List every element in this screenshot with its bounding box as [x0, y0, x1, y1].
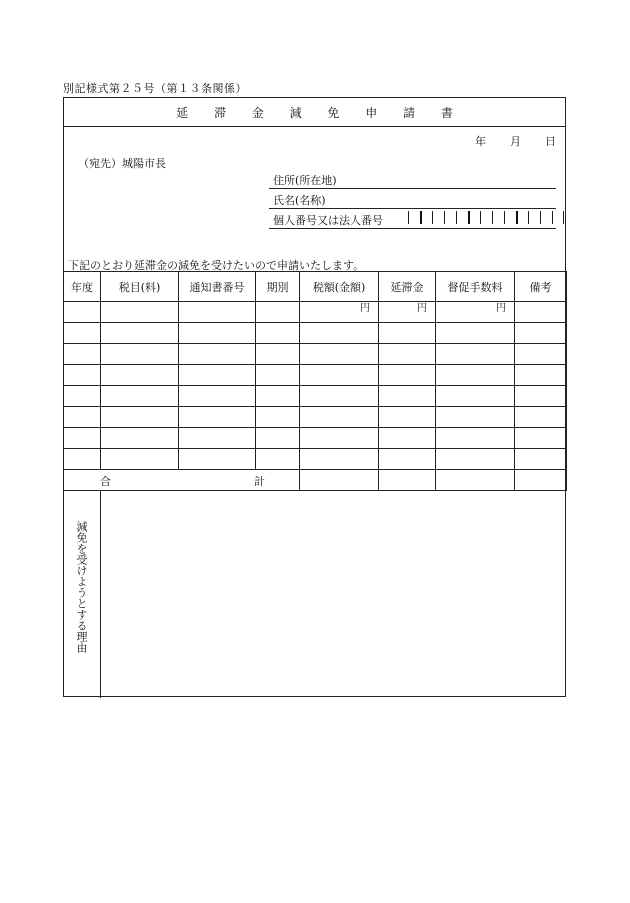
address-label: 住所(所在地) [273, 174, 337, 187]
table-cell[interactable] [300, 386, 379, 407]
id-digit-box[interactable] [528, 211, 540, 224]
name-label: 氏名(名称) [273, 194, 326, 207]
total-row [64, 470, 567, 491]
table-cell[interactable] [515, 302, 567, 323]
id-digit-box[interactable] [444, 211, 456, 224]
reason-section [64, 490, 565, 698]
table-cell[interactable] [179, 302, 256, 323]
total-label-cell [64, 470, 300, 491]
table-row [64, 386, 567, 407]
tax-amount-unit[interactable]: 円 [300, 302, 379, 323]
id-number-label: 個人番号又は法人番号 [273, 214, 383, 227]
form-number-caption: 別記様式第２５号（第１３条関係） [63, 82, 247, 95]
total-reminder-fee-cell[interactable] [436, 470, 515, 491]
id-digit-box[interactable] [516, 211, 528, 224]
id-digit-box[interactable] [492, 211, 504, 224]
penalty-table [63, 271, 567, 491]
table-cell[interactable] [515, 386, 567, 407]
table-cell[interactable] [256, 449, 300, 470]
reason-label-cell [64, 491, 101, 698]
late-fee-unit[interactable]: 円 [379, 302, 436, 323]
id-digit-box[interactable] [540, 211, 552, 224]
id-digit-box[interactable] [552, 211, 564, 224]
table-cell[interactable] [436, 386, 515, 407]
table-cell[interactable] [64, 386, 101, 407]
table-cell[interactable] [515, 323, 567, 344]
table-cell[interactable] [515, 428, 567, 449]
table-cell[interactable] [300, 344, 379, 365]
table-cell[interactable] [300, 323, 379, 344]
table-cell[interactable] [379, 428, 436, 449]
col-header-notice-number: 通知書番号 [179, 272, 256, 302]
reason-label: 減免を受けようとする理由 [75, 521, 88, 653]
table-cell[interactable] [300, 407, 379, 428]
table-row [64, 365, 567, 386]
table-cell[interactable] [256, 365, 300, 386]
table-cell[interactable] [436, 323, 515, 344]
table-row [64, 323, 567, 344]
table-cell[interactable] [436, 365, 515, 386]
id-number-boxes[interactable] [408, 211, 564, 226]
table-cell[interactable] [64, 302, 101, 323]
col-header-tax-type: 税目(料) [101, 272, 179, 302]
date-day-label: 日 [545, 135, 556, 148]
table-cell[interactable] [515, 365, 567, 386]
col-header-year: 年度 [64, 272, 101, 302]
table-header-row [64, 272, 567, 302]
table-cell[interactable] [436, 428, 515, 449]
col-header-reminder-fee: 督促手数料 [436, 272, 515, 302]
table-cell[interactable] [379, 407, 436, 428]
name-field[interactable] [269, 190, 556, 209]
table-cell[interactable] [515, 344, 567, 365]
table-cell[interactable] [256, 302, 300, 323]
table-cell[interactable] [64, 344, 101, 365]
table-row [64, 449, 567, 470]
table-cell[interactable] [256, 386, 300, 407]
table-cell[interactable] [515, 407, 567, 428]
table-cell[interactable] [379, 365, 436, 386]
col-header-period: 期別 [256, 272, 300, 302]
table-cell[interactable] [179, 428, 256, 449]
total-label-right: 計 [254, 475, 265, 488]
table-cell[interactable] [64, 365, 101, 386]
id-digit-box[interactable] [456, 211, 468, 224]
table-row [64, 344, 567, 365]
table-cell[interactable] [179, 386, 256, 407]
address-field[interactable] [269, 170, 556, 189]
table-cell[interactable] [64, 449, 101, 470]
table-cell[interactable] [379, 449, 436, 470]
col-header-remarks: 備考 [515, 272, 567, 302]
table-cell[interactable] [64, 428, 101, 449]
table-cell[interactable] [300, 449, 379, 470]
table-cell[interactable] [64, 323, 101, 344]
table-row [64, 302, 567, 323]
table-cell[interactable] [256, 323, 300, 344]
table-row [64, 428, 567, 449]
date-month-label: 月 [510, 135, 521, 148]
table-cell[interactable] [515, 449, 567, 470]
id-digit-box[interactable] [432, 211, 444, 224]
id-digit-box[interactable] [420, 211, 432, 224]
table-cell[interactable] [179, 449, 256, 470]
table-cell[interactable] [179, 323, 256, 344]
table-cell[interactable] [101, 407, 179, 428]
addressee: （宛先）城陽市長 [78, 157, 166, 170]
id-digit-box[interactable] [468, 211, 480, 224]
col-header-tax-amount: 税額(金額) [300, 272, 379, 302]
table-cell[interactable] [436, 344, 515, 365]
table-cell[interactable] [300, 365, 379, 386]
id-number-field[interactable] [269, 210, 556, 229]
table-cell[interactable] [101, 428, 179, 449]
table-cell[interactable] [256, 407, 300, 428]
table-cell[interactable] [179, 365, 256, 386]
total-label-left: 合 [100, 475, 111, 488]
application-form [63, 97, 566, 697]
table-cell[interactable] [379, 323, 436, 344]
table-cell[interactable] [256, 344, 300, 365]
table-cell[interactable] [101, 365, 179, 386]
total-remarks-cell[interactable] [515, 470, 567, 491]
col-header-late-fee: 延滞金 [379, 272, 436, 302]
table-cell[interactable] [379, 386, 436, 407]
id-digit-box[interactable] [408, 211, 420, 224]
table-cell[interactable] [436, 449, 515, 470]
total-tax-amount-cell[interactable] [300, 470, 379, 491]
request-statement: 下記のとおり延滞金の減免を受けたいので申請いたします。 [68, 259, 365, 272]
table-cell[interactable] [256, 428, 300, 449]
table-cell[interactable] [101, 323, 179, 344]
date-year-label: 年 [475, 135, 486, 148]
table-cell[interactable] [379, 344, 436, 365]
title-row [64, 98, 565, 127]
table-cell[interactable] [101, 386, 179, 407]
table-cell[interactable] [436, 407, 515, 428]
table-cell[interactable] [101, 344, 179, 365]
id-digit-box[interactable] [480, 211, 492, 224]
total-late-fee-cell[interactable] [379, 470, 436, 491]
table-cell[interactable] [101, 302, 179, 323]
table-cell[interactable] [101, 449, 179, 470]
id-digit-box[interactable] [504, 211, 516, 224]
table-row [64, 407, 567, 428]
table-cell[interactable] [300, 428, 379, 449]
table-cell[interactable] [179, 407, 256, 428]
reminder-fee-unit[interactable]: 円 [436, 302, 515, 323]
table-cell[interactable] [64, 407, 101, 428]
table-cell[interactable] [179, 344, 256, 365]
form-title: 延 滞 金 減 免 申 請 書 [176, 106, 464, 120]
